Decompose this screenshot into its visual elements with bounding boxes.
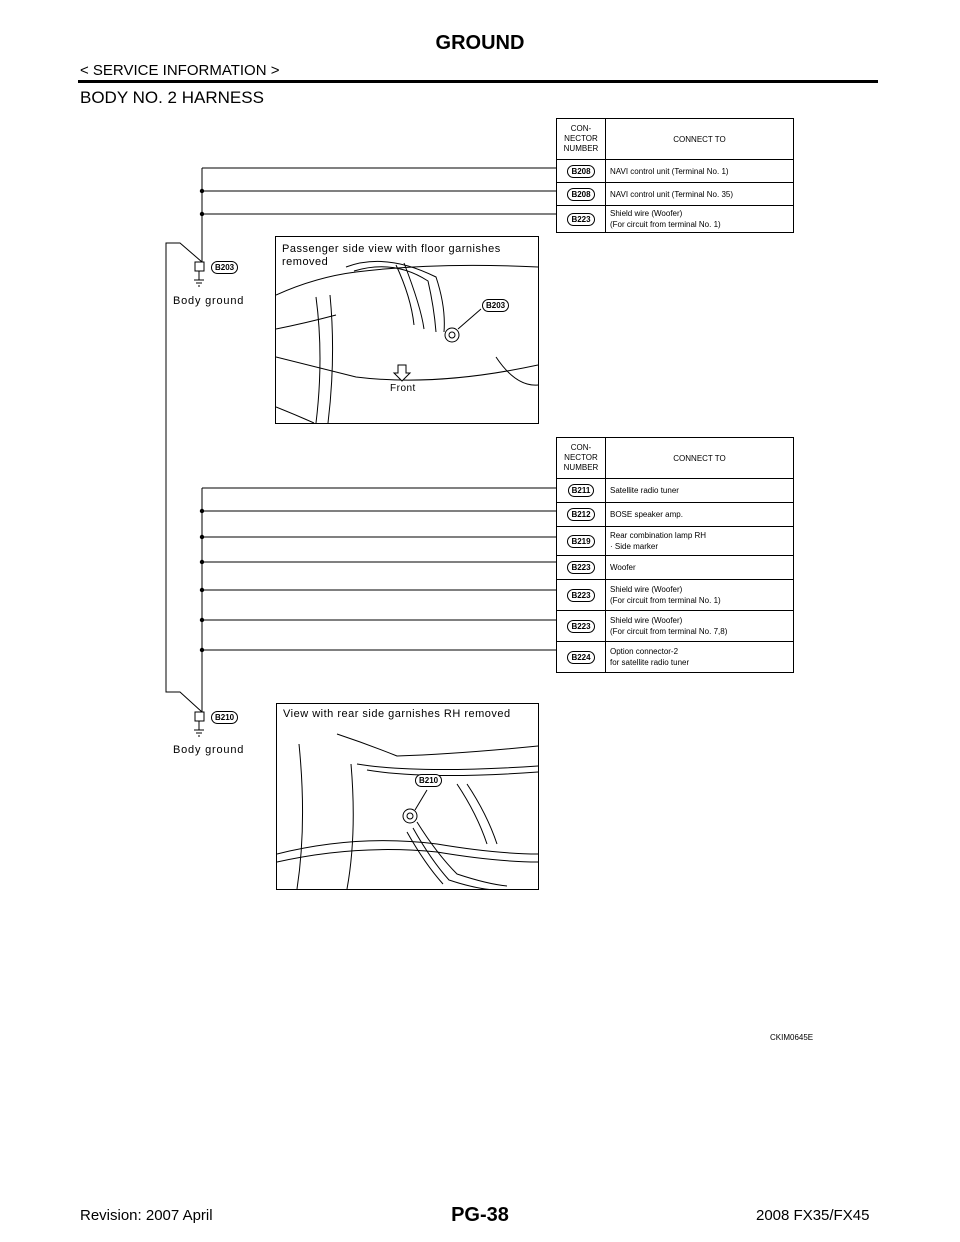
connect-to-header: CONNECT TO — [673, 453, 726, 463]
connect-to-text: Shield wire (Woofer) (For circuit from terminal No. 7,8) — [610, 616, 728, 636]
body-ground-label-1: Body ground — [173, 295, 245, 307]
connector-number-header: CON- NECTOR NUMBER — [557, 438, 606, 478]
table-row — [557, 611, 793, 642]
connector-table-1 — [556, 118, 794, 233]
section-title: BODY NO. 2 HARNESS — [80, 88, 264, 107]
photo1-caption: Passenger side view with floor garnishes removed — [282, 243, 501, 268]
photo2-caption: View with rear side garnishes RH removed — [283, 708, 511, 720]
photo-rear-side — [276, 703, 539, 890]
photo2-callout-b210: B210 — [415, 774, 442, 787]
ground-connector-b210: B210 — [211, 711, 238, 724]
front-label: Front — [390, 383, 416, 394]
connector-badge: B223 — [567, 620, 594, 633]
footer-page-number: PG-38 — [451, 1204, 509, 1226]
connect-to-text: Rear combination lamp RH · Side marker — [610, 531, 707, 551]
footer-model: 2008 FX35/FX45 — [756, 1207, 870, 1224]
connect-to-text: Satellite radio tuner — [610, 486, 679, 495]
table-row — [557, 160, 793, 183]
table-row — [557, 206, 793, 232]
connector-badge: B208 — [567, 188, 594, 201]
connect-to-header: CONNECT TO — [673, 134, 726, 144]
page-title: GROUND — [435, 32, 525, 54]
table-row — [557, 527, 793, 556]
connector-badge: B212 — [567, 508, 594, 521]
connector-badge: B223 — [567, 589, 594, 602]
table-row — [557, 642, 793, 672]
table-header — [557, 119, 793, 160]
connect-to-text: NAVI control unit (Terminal No. 35) — [610, 189, 734, 199]
table-row — [557, 183, 793, 206]
connector-table-2 — [556, 437, 794, 673]
table-header — [557, 438, 793, 479]
connector-badge: B208 — [567, 165, 594, 178]
illustration-rear-garnish — [277, 704, 538, 889]
connect-to-text: Shield wire (Woofer) (For circuit from terminal No. 1) — [610, 209, 721, 229]
connector-badge: B223 — [567, 561, 594, 574]
connect-to-text: Woofer — [610, 563, 636, 572]
table-row — [557, 556, 793, 580]
connector-badge: B224 — [567, 651, 594, 664]
photo1-callout-b203: B203 — [482, 299, 509, 312]
table-row — [557, 479, 793, 503]
ground-connector-b203: B203 — [211, 261, 238, 274]
table-row — [557, 580, 793, 611]
section-breadcrumb: < SERVICE INFORMATION > — [80, 62, 280, 79]
connector-number-header: CON- NECTOR NUMBER — [557, 119, 606, 159]
connector-badge: B219 — [567, 535, 594, 548]
body-ground-label-2: Body ground — [173, 744, 245, 756]
connector-badge: B223 — [567, 213, 594, 226]
footer-revision: Revision: 2007 April — [80, 1207, 213, 1224]
figure-code: CKIM0645E — [770, 1033, 814, 1042]
table-row — [557, 503, 793, 527]
connector-badge: B211 — [568, 484, 595, 497]
connect-to-text: NAVI control unit (Terminal No. 1) — [610, 166, 729, 176]
photo-passenger-side — [275, 236, 539, 424]
connect-to-text: Option connector-2 for satellite radio tuner — [610, 647, 690, 667]
connect-to-text: Shield wire (Woofer) (For circuit from terminal No. 1) — [610, 585, 721, 605]
connect-to-text: BOSE speaker amp. — [610, 510, 683, 519]
